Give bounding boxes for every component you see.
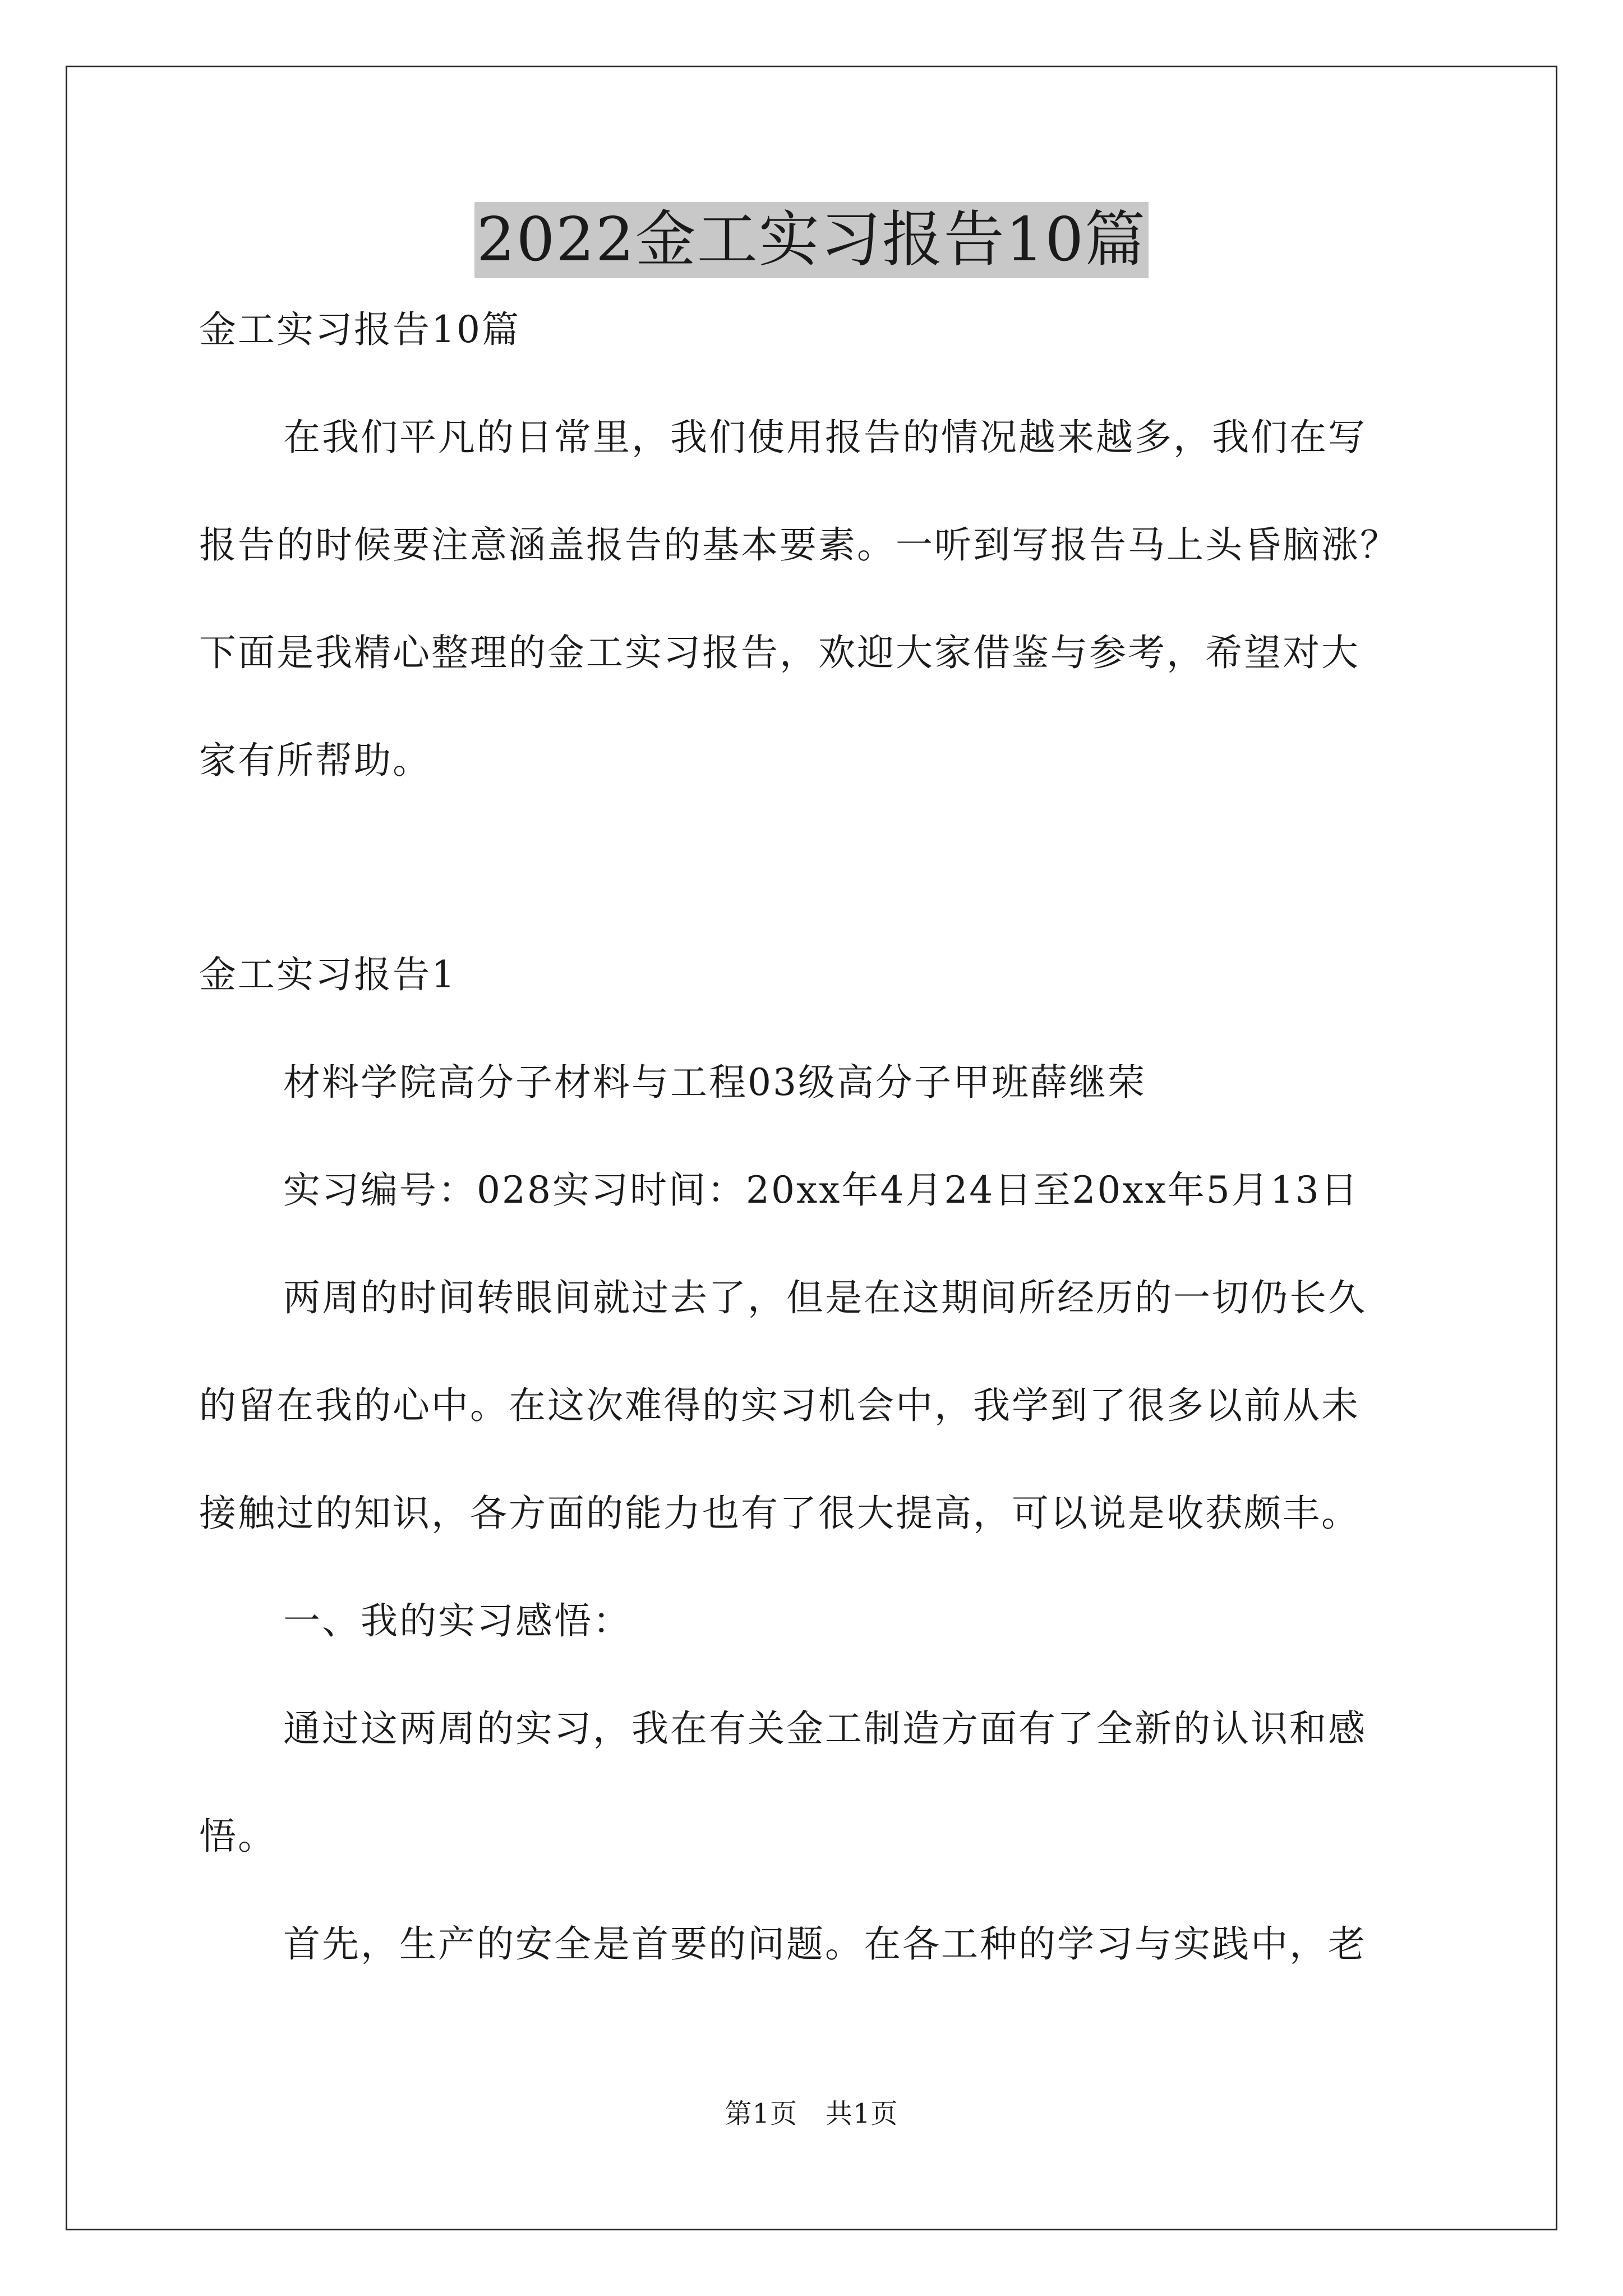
- document-subtitle: 金工实习报告10篇: [199, 308, 520, 351]
- body-paragraph-2: [199, 1702, 1427, 1864]
- intro-line: 报告的时候要注意涵盖报告的基本要素。一听到写报告马上头昏脑涨？: [199, 523, 1399, 567]
- title-container: [0, 202, 1623, 278]
- body-paragraph-1: [199, 1271, 1427, 1540]
- paragraph-line: 悟。: [199, 1815, 276, 1858]
- internship-info: 实习编号：028实习时间：20xx年4月24日至20xx年5月13日: [283, 1168, 1359, 1212]
- paragraph-line: 接触过的知识，各方面的能力也有了很大提高，可以说是收获颇丰。: [199, 1492, 1360, 1535]
- paragraph-line: 首先，生产的安全是首要的问题。在各工种的学习与实践中，老: [283, 1922, 1367, 1966]
- page-number: 第1页: [725, 2098, 797, 2129]
- subheading: 一、我的实习感悟：: [283, 1599, 631, 1642]
- section-spacer: [199, 841, 1427, 948]
- document-title: 2022金工实习报告10篇: [474, 202, 1149, 278]
- intro-line: 下面是我精心整理的金工实习报告，欢迎大家借鉴与参考，希望对大: [199, 631, 1360, 674]
- intro-line: 家有所帮助。: [199, 739, 431, 782]
- body-paragraph-3: [199, 1917, 1427, 1971]
- paragraph-line: 的留在我的心中。在这次难得的实习机会中，我学到了很多以前从未: [199, 1384, 1360, 1427]
- intro-paragraph: [199, 411, 1427, 788]
- page-total: 共1页: [826, 2098, 898, 2129]
- paragraph-line: 通过这两周的实习，我在有关金工制造方面有了全新的认识和感: [283, 1707, 1367, 1750]
- page-footer: [0, 2097, 1623, 2131]
- section-heading: 金工实习报告1: [199, 953, 457, 996]
- author-line: 材料学院高分子材料与工程03级高分子甲班薛继荣: [283, 1061, 1146, 1104]
- intro-line: 在我们平凡的日常里，我们使用报告的情况越来越多，我们在写: [283, 416, 1367, 459]
- document-body: [199, 303, 1427, 2025]
- paragraph-line: 两周的时间转眼间就过去了，但是在这期间所经历的一切仍长久: [283, 1276, 1367, 1319]
